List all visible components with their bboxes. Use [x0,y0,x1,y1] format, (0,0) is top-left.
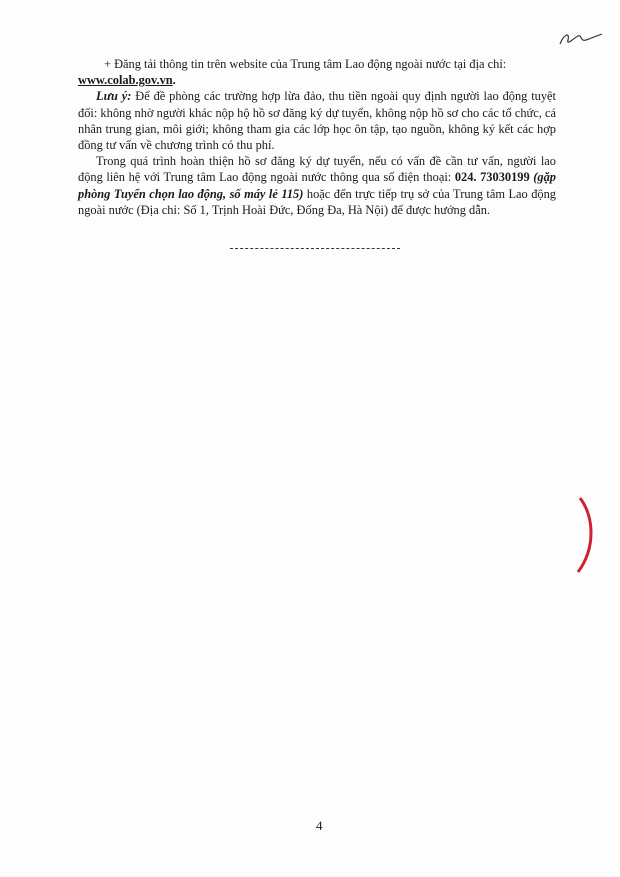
contact-text: Trong quá trình hoàn thiện hồ sơ đăng ký dự tuyển, nếu có vấn đề cần tư vấn, người lao động liên hệ với Trung tâm Lao động ngoài nước thông qua số điện thoại: [78,154,556,185]
paragraph-contact [78,153,556,218]
svg-text:·: · [584,520,586,526]
website-period: . [172,73,176,88]
paragraph-website [78,56,556,88]
initial-signature-icon [556,28,606,52]
document-body [78,56,556,218]
contact-phone: 024. 73030199 [454,170,530,185]
stamp-edge-icon [572,496,602,576]
contact-room: (gặp phòng Tuyển chọn lao động, số máy lẻ 115) [78,170,556,201]
contact-address: hoặc đến trực tiếp trụ sở của Trung tâm Lao động ngoài nước (Địa chỉ: Số 1, Trịnh Hoài Đức, Đống Đa, Hà Nội) để được hướng dẫn. [78,186,557,217]
paragraph-website-text: + Đăng tải thông tin trên website của Trung tâm Lao động ngoài nước tại địa chỉ: [104,57,507,71]
page-number: 4 [316,818,323,833]
paragraph-warning [78,88,556,153]
warning-text: Để đề phòng các trường hợp lừa đảo, thu tiền ngoài quy định người lao động tuyệt đối: không nhờ người khác nộp hộ hồ sơ đăng ký dự tuyển, không nộp hồ sơ cho các tổ chức, cá nhân trung gian, môi giới; không tham gia các lớp học ôn tập, tạo nguồn, không ký kết các hợp đồng tư vấn về chương trình có thu phí. [78,89,556,153]
website-link[interactable]: www.colab.gov.vn [78,73,173,88]
separator-line [230,248,400,249]
warning-label: Lưu ý: [96,89,132,104]
